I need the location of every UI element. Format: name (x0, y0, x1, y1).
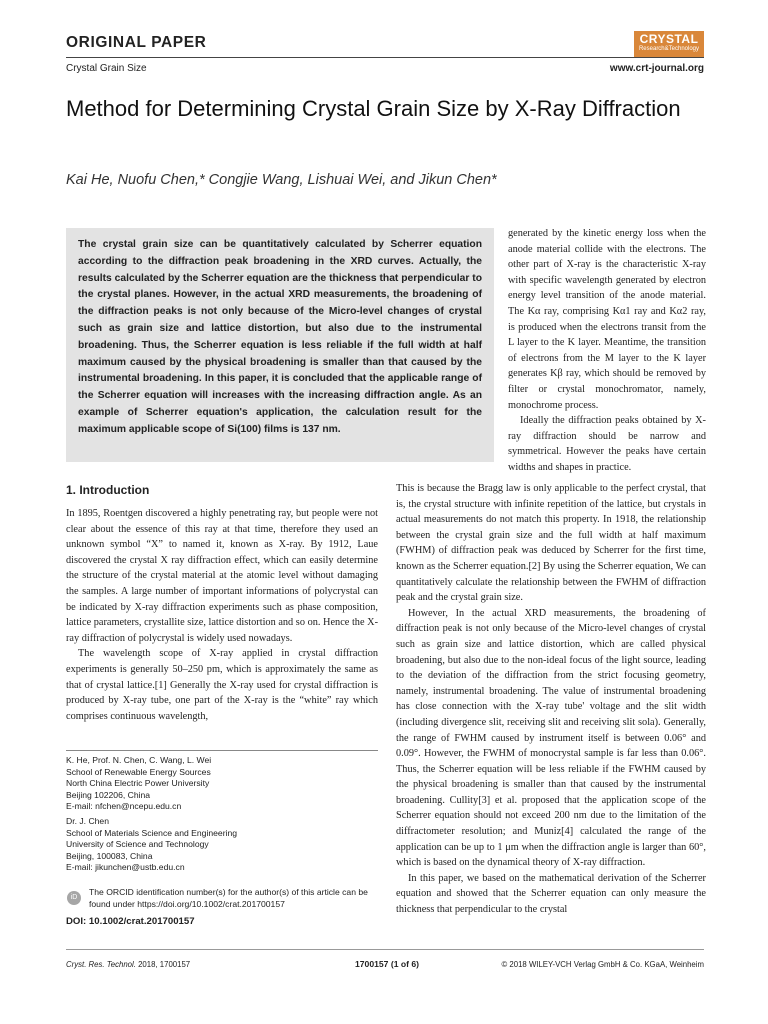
header-rule (66, 57, 704, 58)
right-column (396, 481, 706, 918)
abstract-text: The crystal grain size can be quantitatively calculated by Scherrer equation according to the diffraction peak broadening in the XRD curves. Actually, the results calculated by the Scherrer equation are the thickness that perpendicular to the crystal planes. However, in the actual XRD measurements, the broadening of the diffraction peaks is not only because of the Micro-level changes of crystal such as grain size and lattice distortion, but also due to the instrumental broadening. Thus, the Scherrer equation is less reliable if the full width at half maximum caused by the physical broadening is smaller than that caused by the instrumental broadening. In this paper, it is concluded that the applicable range of the Scherrer equation will increases with the increasing diffraction angle. As an example of Scherrer equation's application, the calculation result for the maximum applicable scope of Si(100) films is 137 nm. (78, 239, 482, 435)
paragraph: The wavelength scope of X-ray applied in crystal diffraction experiments is generally 50–250 pm, which is approximately the same as that of crystal lattice.[1] Generally the X-ray used for crystal diffraction is produced by X-ray tube, one part of the X-ray is the “white” ray which comprises continuous wavelength, (66, 648, 378, 722)
crystal-journal-logo: CRYSTAL Research&Technology (634, 31, 704, 57)
copyright-notice: © 2018 WILEY-VCH Verlag GmbH & Co. KGaA, Weinheim (501, 960, 704, 969)
affiliation-line: School of Materials Science and Engineering (66, 827, 238, 838)
affiliation-line: School of Renewable Energy Sources (66, 766, 211, 777)
paragraph: generated by the kinetic energy loss when the anode material collide with the electrons. The other part of X-ray is the characteristic X-ray with specific wavelength generated by electron energy level transition of the anode material. The Kα ray, comprising Kα1 ray and Kα2 ray, is produced when the electrons transit from the L layer to the K layer. Meantime, the transition of electrons from the M layer to the K layer generates Kβ ray, which should be removed by filter or crystal monochromator, namely, monochrome process. (508, 228, 706, 411)
affiliation-line: University of Science and Technology (66, 839, 209, 850)
paragraph: However, In the actual XRD measurements, the broadening of diffraction peak is not only because of the Micro-level changes of crystal such as grain size and lattice distortion, which are called physical broadening, but also due to the non-ideal focus of the light source, leading to the deviation of the diffraction from the strict focusing geometry, namely, instrumental broadening. The value of instrumental broadening has close connection with the X-ray tube' voltage and the slit width (including divergence slit, receiving slit and receiving slit sola). Generally, the range of FWHM caused by instrument itself is between 0.06° and 0.09°. However, the FWHM of monocrystal sample is far less than 0.06°. Thus, the Scherrer equation will be less reliable if the FWHM caused by the physical broadening is smaller than that caused by the instrumental broadening. Cullity[3] et al. proposed that the application scope of the Scherrer equation should not exceed 200 nm due to the limitation of the diffractometer resolution; and Muniz[4] calculated the range of the application can be up to 1 μm when the diffraction angle is larger than 60°, which is based on the dynamical theory of X-ray diffraction. (396, 607, 706, 869)
affiliation-1 (66, 755, 211, 813)
footnote-rule (66, 750, 378, 751)
section-heading-introduction: 1. Introduction (66, 483, 150, 497)
article-title: Method for Determining Crystal Grain Size by X-Ray Diffraction (66, 96, 681, 121)
footer-journal: Cryst. Res. Technol. (66, 960, 136, 969)
footer-year-id: 2018, 1700157 (135, 960, 191, 969)
page-number: 1700157 (1 of 6) (355, 959, 420, 969)
affiliation-2 (66, 816, 237, 874)
affiliation-email[interactable]: E-mail: nfchen@ncepu.edu.cn (66, 801, 182, 812)
journal-section-label: ORIGINAL PAPER (66, 34, 207, 51)
left-column (66, 506, 378, 724)
affiliation-line: Dr. J. Chen (66, 816, 109, 826)
paragraph: In 1895, Roentgen discovered a highly penetrating ray, but people were not clear about the essence of this ray at that time, therefore they used an unknown symbol “X” to named it, known as X-ray. By 1912, Laue discovered the crystal X ray diffraction effect, which can easily determine the structure of the crystal material at the atomic level without damaging the samples. A large number of important informations of polycrystal can be indicated by X-ray diffraction experiments such as phase composition, lattice parameters, crystallite size, lattice distortion and so on. Hence the X-ray diffraction of polycrystal is widely used nowadays. (66, 508, 378, 644)
affiliation-line: K. He, Prof. N. Chen, C. Wang, L. Wei (66, 755, 212, 765)
footer-rule (66, 949, 704, 950)
orcid-icon: iD (67, 891, 81, 905)
paragraph: This is because the Bragg law is only applicable to the perfect crystal, that is, the crystal structure with infinite repetition of the lattice, but crystals in actual measurements do not match this property. In 1918, the relationship between the crystal grain size and the full width at half maximum (FWHM) of diffraction peak was deduced by Scherrer for the first time, known as the Scherrer equation.[2] By using the Scherrer equation, We can quantitatively calculate the relationship between the FWHM of diffraction peak and the crystal grain size. (396, 483, 706, 604)
affiliation-email[interactable]: E-mail: jikunchen@ustb.edu.cn (66, 862, 185, 873)
journal-url[interactable]: www.crt-journal.org (609, 63, 704, 74)
author-list: Kai He, Nuofu Chen,* Congjie Wang, Lishuai Wei, and Jikun Chen* (66, 172, 497, 188)
abstract-box (66, 228, 494, 462)
doi-link[interactable]: DOI: 10.1002/crat.201700157 (66, 916, 195, 927)
affiliation-line: Beijing, 100083, China (66, 850, 153, 861)
paragraph: Ideally the diffraction peaks obtained by X-ray diffraction should be narrow and symmetrical. However the peaks have certain widths and shapes in practice. (508, 415, 706, 473)
orcid-note[interactable]: The ORCID identification number(s) for the author(s) of this article can be found under https://doi.org/10.1002/crat.201700157 (89, 887, 368, 909)
affiliation-line: North China Electric Power University (66, 778, 210, 789)
affiliation-line: Beijing 102206, China (66, 789, 151, 800)
article-category: Crystal Grain Size (66, 63, 147, 74)
right-column-top (508, 226, 706, 476)
paragraph: In this paper, we based on the mathematical derivation of the Scherrer equation and showed that the Scherrer equation can only measure the thickness that perpendicular to the crystal (396, 872, 706, 916)
footer-citation (66, 960, 190, 969)
